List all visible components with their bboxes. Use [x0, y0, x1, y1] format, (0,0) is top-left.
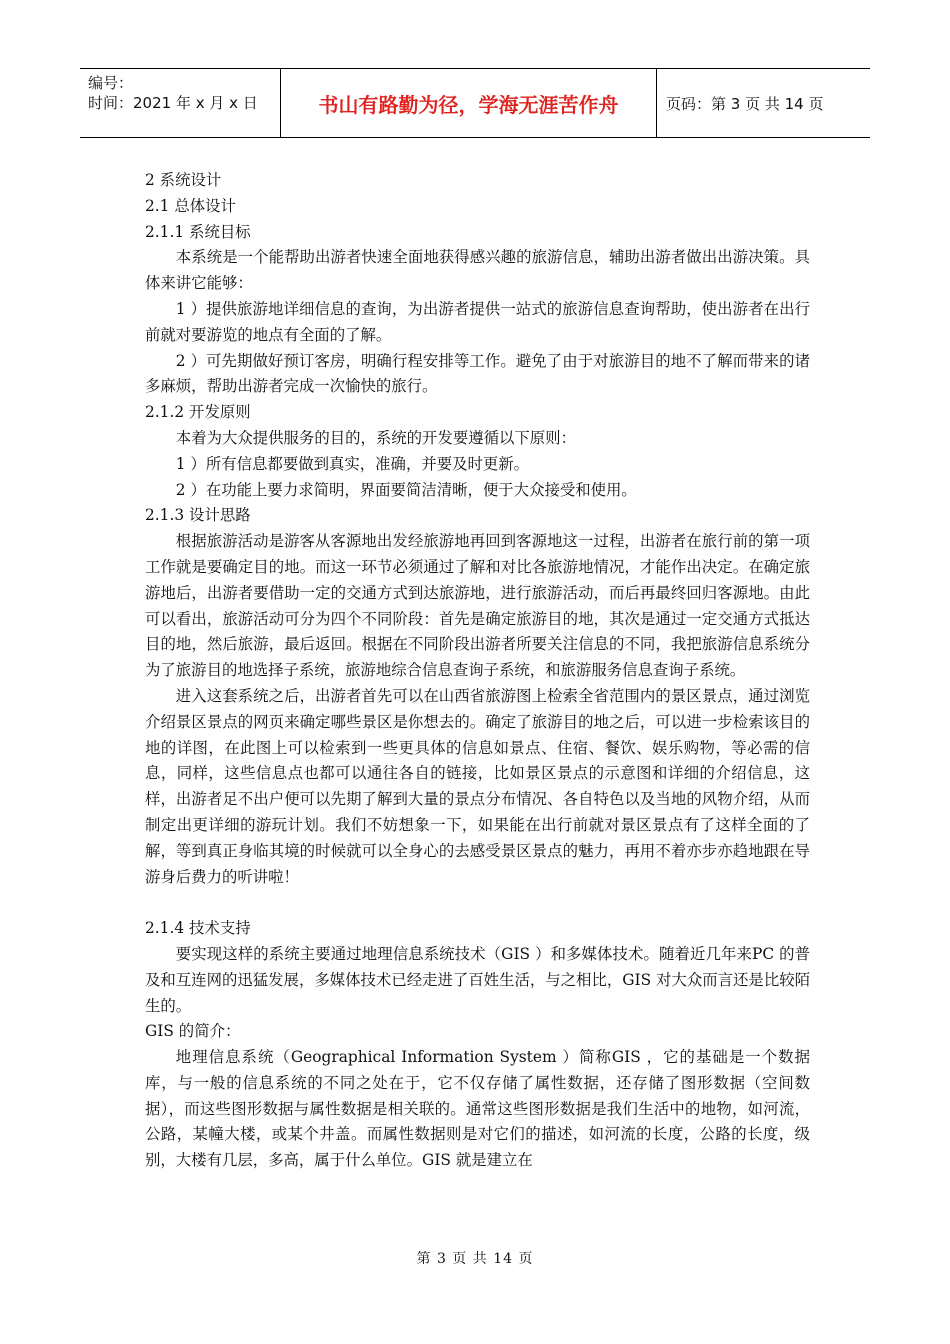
document-body	[145, 168, 810, 1174]
page-header	[80, 68, 870, 138]
paragraph: 根据旅游活动是游客从客源地出发经旅游地再回到客源地这一过程，出游者在旅行前的第一项工作就是要确定目的地。而这一环节必须通过了解和对比各旅游地情况，才能作出决定。在确定旅游地后，出游者要借助一定的交通方式到达旅游地，进行旅游活动，而后再最终回归客源地。由此可以看出，旅游活动可分为四个不同阶段：首先是确定旅游目的地，其次是通过一定交通方式抵达目的地，然后旅游，最后返回。根据在不同阶段出游者所要关注信息的不同，我把旅游信息系统分为了旅游目的地选择子系统，旅游地综合信息查询子系统，和旅游服务信息查询子系统。	[145, 532, 810, 680]
header-meta	[80, 69, 281, 137]
paragraph: 地理信息系统（Geographical Information System ）简称GIS ，它的基础是一个数据库，与一般的信息系统的不同之处在于，它不仅存储了属性数据，还存储了图形数据（空间数据），而这些图形数据与属性数据是相关联的。通常这些图形数据是我们生活中的地物，如河流，公路，某幢大楼，或某个井盖。而属性数据则是对它们的描述，如河流的长度，公路的长度，级别，大楼有几层，多高，属于什么单位。GIS 就是建立在	[145, 1048, 810, 1170]
paragraph: 本着为大众提供服务的目的，系统的开发要遵循以下原则：	[175, 428, 576, 447]
list-item: 1 ）提供旅游地详细信息的查询，为出游者提供一站式的旅游信息查询帮助，使出游者在出行前就对要游览的地点有全面的了解。	[145, 299, 810, 344]
page-footer: 第 3 页 共 14 页	[416, 1251, 534, 1267]
header-motto: 书山有路勤为径，学海无涯苦作舟	[281, 69, 657, 137]
heading-section-2-1-1: 2.1.1 系统目标	[145, 222, 251, 241]
list-item: 2 ）可先期做好预订客房，明确行程安排等工作。避免了由于对旅游目的地不了解而带来的诸多麻烦，帮助出游者完成一次愉快的旅行。	[145, 351, 810, 396]
spacer	[145, 890, 810, 916]
heading-section-2: 2 系统设计	[145, 171, 222, 189]
paragraph: 进入这套系统之后，出游者首先可以在山西省旅游图上检索全省范围内的景区景点，通过浏览介绍景区景点的网页来确定哪些景区是你想去的。确定了旅游目的地之后，可以进一步检索该目的地的详图，在此图上可以检索到一些更具体的信息如景点、住宿、餐饮、娱乐购物，等必需的信息，同样，这些信息点也都可以通往各自的链接，比如景区景点的示意图和详细的介绍信息，这样，出游者足不出户便可以先期了解到大量的景点分布情况、各自特色以及当地的风物介绍，从而制定出更详细的游玩计划。我们不妨想象一下，如果能在出行前就对景区景点有了这样全面的了解，等到真正身临其境的时候就可以全身心的去感受景区景点的魅力，再用不着亦步亦趋地跟在导游身后费力的听讲啦！	[145, 686, 810, 886]
list-item: 2 ）在功能上要力求简明，界面要简洁清晰，便于大众接受和使用。	[175, 480, 637, 499]
list-item: 1 ）所有信息都要做到真实，准确，并要及时更新。	[175, 454, 530, 473]
heading-section-2-1-4: 2.1.4 技术支持	[145, 919, 251, 938]
paragraph: 本系统是一个能帮助出游者快速全面地获得感兴趣的旅游信息，辅助出游者做出出游决策。具体来讲它能够：	[145, 248, 810, 293]
heading-section-2-1-2: 2.1.2 开发原则	[145, 403, 251, 422]
paragraph: 要实现这样的系统主要通过地理信息系统技术（GIS ）和多媒体技术。随着近几年来PC 的普及和互连网的迅猛发展，多媒体技术已经走进了百姓生活，与之相比，GIS 对大众而言还是比较陌生的。	[145, 944, 810, 1015]
heading-section-2-1: 2.1 总体设计	[145, 196, 236, 215]
code-label: 编号：	[88, 74, 134, 92]
subheading-gis-intro: GIS 的简介：	[145, 1022, 241, 1041]
heading-section-2-1-3: 2.1.3 设计思路	[145, 506, 251, 525]
time-label: 时间：2021 年 x 月 x 日	[88, 94, 258, 112]
header-page-number: 页码：第 3 页 共 14 页	[666, 94, 824, 113]
